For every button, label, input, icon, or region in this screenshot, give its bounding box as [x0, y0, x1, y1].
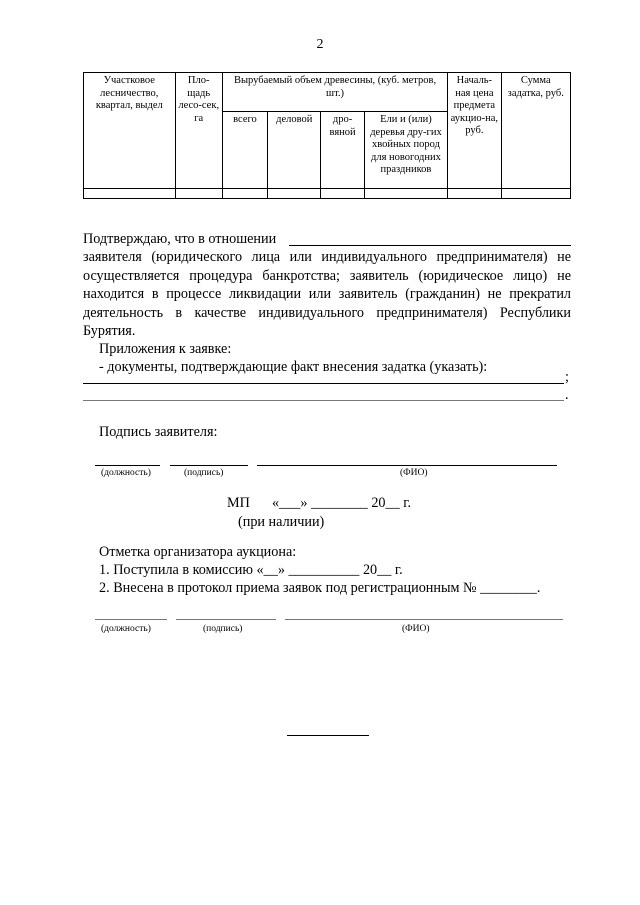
confirm-blank-line [289, 245, 571, 246]
confirm-prefix: Подтверждаю, что в отношении [83, 231, 277, 247]
attachments-item: - документы, подтверждающие факт внесения задатка (указать): [99, 359, 488, 375]
page-number: 2 [316, 37, 324, 52]
lot-table [83, 72, 571, 199]
attachments-line-1 [83, 383, 564, 384]
stamp-mp: МП [227, 495, 250, 511]
confirm-body: заявителя (юридического лица или индивидуального предпринимателя) не осуществляется процедура банкротства; заявитель (юридическое лицо) не находится в процессе ликвидации или заявитель (гражданин) не прекратил деятельность в качестве индивидуального предпринимателя) Республики Бурятия. [83, 249, 571, 340]
header-business: деловой [268, 112, 321, 189]
attachments-end-2: . [565, 387, 569, 403]
header-trees: Ели и (или) деревья дру-гих хвойных пород для новогодних праздников [364, 112, 448, 189]
organizer-fio-caption: (ФИО) [402, 624, 430, 634]
stamp-if-any: (при наличии) [238, 514, 325, 530]
organizer-sign-line [176, 619, 276, 620]
attachments-title: Приложения к заявке: [99, 341, 232, 357]
organizer-title: Отметка организатора аукциона: [99, 544, 297, 560]
signature-fio-line [257, 465, 557, 466]
organizer-fio-line [285, 619, 563, 620]
end-separator [287, 735, 369, 736]
attachments-end-1: ; [565, 369, 569, 385]
attachments-line-2 [83, 400, 564, 401]
signature-title: Подпись заявителя: [99, 424, 218, 440]
header-volume: Вырубаемый объем древесины, (куб. метров, шт.) [222, 73, 447, 112]
organizer-item-1: 1. Поступила в комиссию «__» __________ 20__ г. [99, 562, 403, 578]
organizer-sign-caption: (подпись) [203, 624, 243, 634]
signature-position-caption: (должность) [101, 468, 151, 478]
header-area: Пло-щадь лесо-сек, га [175, 73, 222, 189]
signature-position-line [95, 465, 160, 466]
signature-sign-caption: (подпись) [184, 468, 224, 478]
header-forestry: Участковое лесничество, квартал, выдел [84, 73, 176, 189]
header-start-price: Началь-ная цена предмета аукцио-на, руб. [448, 73, 501, 189]
header-total: всего [222, 112, 267, 189]
organizer-position-line [95, 619, 167, 620]
stamp-date: «___» ________ 20__ г. [272, 495, 411, 511]
header-firewood: дро-вяной [321, 112, 364, 189]
table-row [84, 189, 571, 199]
organizer-item-2: 2. Внесена в протокол приема заявок под регистрационным № ________. [99, 580, 541, 596]
organizer-position-caption: (должность) [101, 624, 151, 634]
signature-sign-line [170, 465, 248, 466]
signature-fio-caption: (ФИО) [400, 468, 428, 478]
header-deposit: Сумма задатка, руб. [501, 73, 570, 189]
